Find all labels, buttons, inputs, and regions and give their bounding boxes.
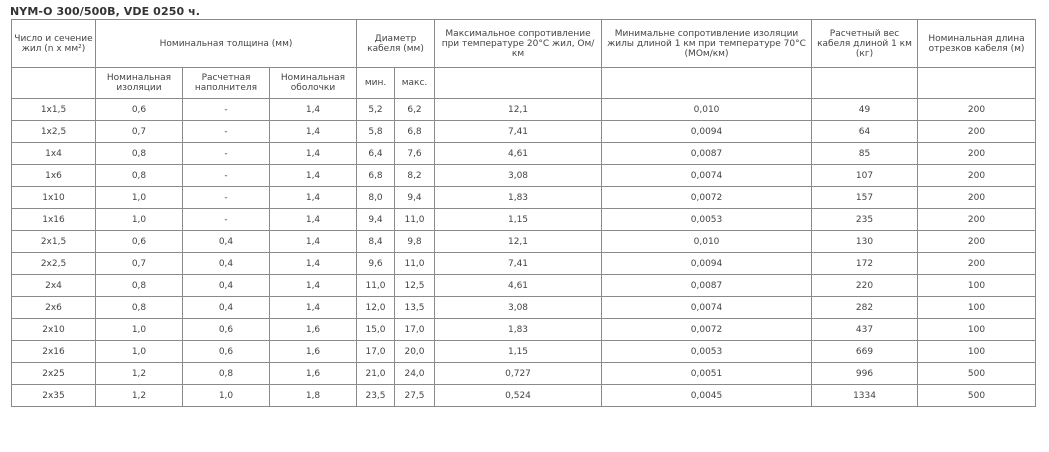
cell-insulation: 1,2 xyxy=(96,363,183,385)
cell-length: 200 xyxy=(918,253,1036,275)
cell-resistance: 1,15 xyxy=(435,341,602,363)
cell-insulation-resistance: 0,0053 xyxy=(602,341,812,363)
cell-diameter-min: 15,0 xyxy=(357,319,395,341)
header-resistance-empty xyxy=(435,68,602,99)
table-title: NYM-O 300/500В, VDE 0250 ч. xyxy=(10,5,201,18)
table-row xyxy=(12,341,1036,363)
cell-insulation-resistance: 0,0074 xyxy=(602,297,812,319)
cell-resistance: 0,524 xyxy=(435,385,602,407)
cell-length: 100 xyxy=(918,275,1036,297)
cell-diameter-max: 24,0 xyxy=(395,363,435,385)
cell-diameter-min: 21,0 xyxy=(357,363,395,385)
cell-filler: - xyxy=(183,165,270,187)
cell-sheath: 1,6 xyxy=(270,319,357,341)
table-row xyxy=(12,275,1036,297)
cell-sheath: 1,6 xyxy=(270,363,357,385)
cell-filler: 0,4 xyxy=(183,275,270,297)
cell-weight: 64 xyxy=(812,121,918,143)
cell-insulation: 0,8 xyxy=(96,275,183,297)
cell-insulation-resistance: 0,0072 xyxy=(602,319,812,341)
cell-sheath: 1,4 xyxy=(270,297,357,319)
cell-weight: 437 xyxy=(812,319,918,341)
cell-weight: 157 xyxy=(812,187,918,209)
header-insulation: Номинальная изоляции xyxy=(96,68,183,99)
header-length-empty xyxy=(918,68,1036,99)
cell-size: 2x6 xyxy=(12,297,96,319)
cell-length: 200 xyxy=(918,187,1036,209)
cell-diameter-max: 6,2 xyxy=(395,99,435,121)
cell-insulation: 1,0 xyxy=(96,187,183,209)
header-row-main xyxy=(12,20,1036,68)
cell-resistance: 1,15 xyxy=(435,209,602,231)
cell-insulation-resistance: 0,0074 xyxy=(602,165,812,187)
cell-diameter-max: 11,0 xyxy=(395,253,435,275)
header-min-insulation-resistance: Минимальне сопротивление изоляции жилы длиной 1 км при температуре 70°С (МОм/км) xyxy=(602,20,812,68)
cell-insulation: 0,6 xyxy=(96,99,183,121)
cell-insulation: 1,2 xyxy=(96,385,183,407)
cell-filler: 0,4 xyxy=(183,253,270,275)
cell-insulation-resistance: 0,0072 xyxy=(602,187,812,209)
cell-length: 200 xyxy=(918,99,1036,121)
cell-insulation-resistance: 0,0087 xyxy=(602,143,812,165)
cell-sheath: 1,4 xyxy=(270,231,357,253)
cell-filler: 1,0 xyxy=(183,385,270,407)
cell-diameter-min: 5,8 xyxy=(357,121,395,143)
cell-size: 2x16 xyxy=(12,341,96,363)
header-sheath: Номинальная оболочки xyxy=(270,68,357,99)
cell-weight: 130 xyxy=(812,231,918,253)
cell-size: 1x4 xyxy=(12,143,96,165)
cell-insulation: 1,0 xyxy=(96,209,183,231)
cell-insulation: 1,0 xyxy=(96,341,183,363)
cell-weight: 669 xyxy=(812,341,918,363)
cell-filler: 0,4 xyxy=(183,297,270,319)
header-diameter-min: мин. xyxy=(357,68,395,99)
table-row xyxy=(12,319,1036,341)
cell-diameter-max: 9,8 xyxy=(395,231,435,253)
cell-weight: 220 xyxy=(812,275,918,297)
cell-diameter-max: 6,8 xyxy=(395,121,435,143)
cell-length: 200 xyxy=(918,121,1036,143)
cell-resistance: 1,83 xyxy=(435,187,602,209)
cell-diameter-max: 8,2 xyxy=(395,165,435,187)
cell-diameter-min: 9,4 xyxy=(357,209,395,231)
cell-insulation-resistance: 0,0087 xyxy=(602,275,812,297)
table-row xyxy=(12,143,1036,165)
cell-length: 200 xyxy=(918,165,1036,187)
cell-filler: 0,4 xyxy=(183,231,270,253)
cell-size: 1x10 xyxy=(12,187,96,209)
cell-insulation-resistance: 0,0094 xyxy=(602,253,812,275)
cell-length: 200 xyxy=(918,143,1036,165)
cell-resistance: 4,61 xyxy=(435,143,602,165)
cell-diameter-min: 6,4 xyxy=(357,143,395,165)
table-row xyxy=(12,253,1036,275)
cell-size: 2x4 xyxy=(12,275,96,297)
cell-length: 200 xyxy=(918,231,1036,253)
cell-resistance: 3,08 xyxy=(435,165,602,187)
cell-diameter-min: 6,8 xyxy=(357,165,395,187)
table-row xyxy=(12,121,1036,143)
cell-resistance: 3,08 xyxy=(435,297,602,319)
cell-sheath: 1,8 xyxy=(270,385,357,407)
cell-length: 500 xyxy=(918,385,1036,407)
cell-size: 2x1,5 xyxy=(12,231,96,253)
cell-insulation-resistance: 0,0051 xyxy=(602,363,812,385)
cell-length: 500 xyxy=(918,363,1036,385)
cell-resistance: 0,727 xyxy=(435,363,602,385)
cell-insulation: 1,0 xyxy=(96,319,183,341)
cell-filler: - xyxy=(183,143,270,165)
table-row xyxy=(12,209,1036,231)
cell-size: 1x1,5 xyxy=(12,99,96,121)
cell-size: 2x35 xyxy=(12,385,96,407)
cell-sheath: 1,4 xyxy=(270,253,357,275)
cell-sheath: 1,4 xyxy=(270,99,357,121)
cell-diameter-max: 20,0 xyxy=(395,341,435,363)
table-row xyxy=(12,363,1036,385)
table-row xyxy=(12,297,1036,319)
cell-resistance: 12,1 xyxy=(435,231,602,253)
cell-diameter-max: 7,6 xyxy=(395,143,435,165)
cell-sheath: 1,6 xyxy=(270,341,357,363)
cell-diameter-max: 27,5 xyxy=(395,385,435,407)
cell-diameter-min: 5,2 xyxy=(357,99,395,121)
cell-filler: 0,6 xyxy=(183,341,270,363)
cell-insulation-resistance: 0,010 xyxy=(602,231,812,253)
cell-size: 2x2,5 xyxy=(12,253,96,275)
cell-weight: 996 xyxy=(812,363,918,385)
table-row xyxy=(12,187,1036,209)
header-weight: Расчетный вес кабеля длиной 1 км (кг) xyxy=(812,20,918,68)
cell-diameter-min: 8,0 xyxy=(357,187,395,209)
header-row-sub xyxy=(12,68,1036,99)
cell-insulation-resistance: 0,010 xyxy=(602,99,812,121)
cable-spec-table xyxy=(11,19,1036,407)
cell-diameter-min: 8,4 xyxy=(357,231,395,253)
cell-weight: 1334 xyxy=(812,385,918,407)
cell-size: 2x10 xyxy=(12,319,96,341)
cell-diameter-max: 17,0 xyxy=(395,319,435,341)
cell-diameter-max: 11,0 xyxy=(395,209,435,231)
cell-insulation: 0,7 xyxy=(96,121,183,143)
cell-weight: 107 xyxy=(812,165,918,187)
header-length: Номинальная длина отрезков кабеля (м) xyxy=(918,20,1036,68)
cell-length: 100 xyxy=(918,341,1036,363)
header-cores-empty xyxy=(12,68,96,99)
header-insulation-resistance-empty xyxy=(602,68,812,99)
cell-diameter-min: 9,6 xyxy=(357,253,395,275)
cell-insulation-resistance: 0,0053 xyxy=(602,209,812,231)
header-diameter-max: макс. xyxy=(395,68,435,99)
cell-size: 1x16 xyxy=(12,209,96,231)
cell-sheath: 1,4 xyxy=(270,165,357,187)
header-diameter: Диаметр кабеля (мм) xyxy=(357,20,435,68)
cell-insulation: 0,7 xyxy=(96,253,183,275)
cell-insulation: 0,6 xyxy=(96,231,183,253)
table-row xyxy=(12,385,1036,407)
cell-diameter-min: 11,0 xyxy=(357,275,395,297)
cell-resistance: 1,83 xyxy=(435,319,602,341)
header-weight-empty xyxy=(812,68,918,99)
cell-weight: 235 xyxy=(812,209,918,231)
cell-diameter-min: 17,0 xyxy=(357,341,395,363)
cell-filler: - xyxy=(183,209,270,231)
cell-weight: 85 xyxy=(812,143,918,165)
cell-insulation: 0,8 xyxy=(96,297,183,319)
cell-length: 100 xyxy=(918,319,1036,341)
header-filler: Расчетная наполнителя xyxy=(183,68,270,99)
cell-insulation: 0,8 xyxy=(96,143,183,165)
cell-diameter-max: 13,5 xyxy=(395,297,435,319)
cell-size: 2x25 xyxy=(12,363,96,385)
cell-insulation: 0,8 xyxy=(96,165,183,187)
cell-size: 1x6 xyxy=(12,165,96,187)
table-row xyxy=(12,165,1036,187)
cell-insulation-resistance: 0,0045 xyxy=(602,385,812,407)
cell-insulation-resistance: 0,0094 xyxy=(602,121,812,143)
cell-weight: 172 xyxy=(812,253,918,275)
table-row xyxy=(12,99,1036,121)
cell-weight: 49 xyxy=(812,99,918,121)
table-row xyxy=(12,231,1036,253)
header-max-resistance: Максимальное сопротивление при температуре 20°С жил, Ом/км xyxy=(435,20,602,68)
cell-filler: - xyxy=(183,99,270,121)
cell-length: 100 xyxy=(918,297,1036,319)
cell-resistance: 7,41 xyxy=(435,121,602,143)
cell-sheath: 1,4 xyxy=(270,187,357,209)
cell-resistance: 7,41 xyxy=(435,253,602,275)
cell-filler: - xyxy=(183,121,270,143)
cell-diameter-max: 9,4 xyxy=(395,187,435,209)
header-cores-section: Число и сечение жил (n x мм²) xyxy=(12,20,96,68)
cell-filler: 0,8 xyxy=(183,363,270,385)
cell-size: 1x2,5 xyxy=(12,121,96,143)
cell-filler: 0,6 xyxy=(183,319,270,341)
cell-sheath: 1,4 xyxy=(270,143,357,165)
cell-sheath: 1,4 xyxy=(270,275,357,297)
cell-diameter-max: 12,5 xyxy=(395,275,435,297)
cell-sheath: 1,4 xyxy=(270,121,357,143)
cell-sheath: 1,4 xyxy=(270,209,357,231)
cell-weight: 282 xyxy=(812,297,918,319)
header-nominal-thickness: Номинальная толщина (мм) xyxy=(96,20,357,68)
cell-resistance: 4,61 xyxy=(435,275,602,297)
cell-diameter-min: 12,0 xyxy=(357,297,395,319)
cell-filler: - xyxy=(183,187,270,209)
cell-length: 200 xyxy=(918,209,1036,231)
cell-resistance: 12,1 xyxy=(435,99,602,121)
cell-diameter-min: 23,5 xyxy=(357,385,395,407)
